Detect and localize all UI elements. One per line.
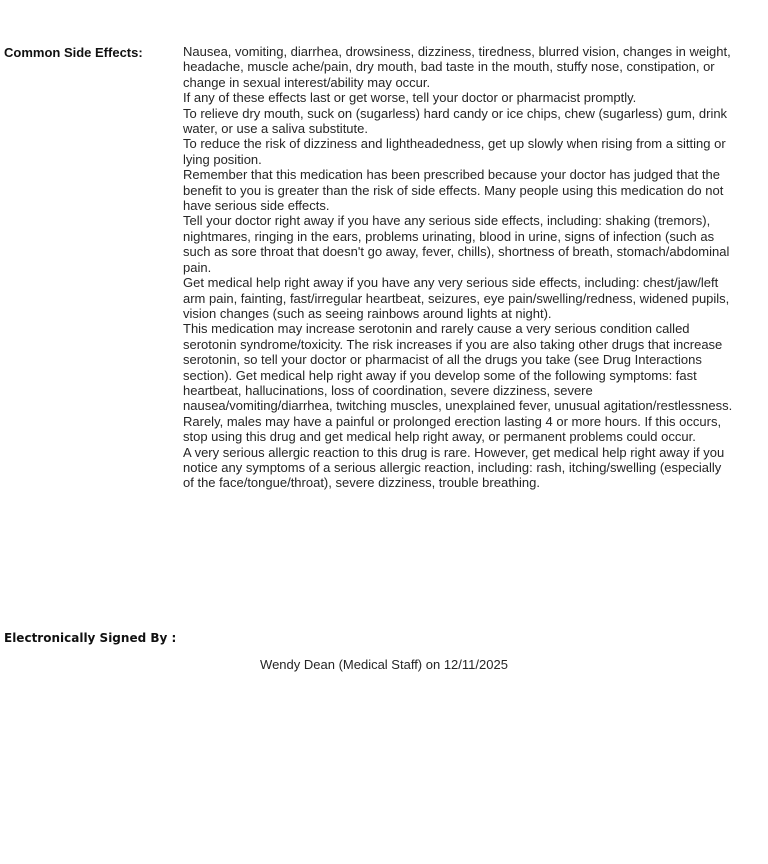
side-effects-paragraph: A very serious allergic reaction to this drug is rare. However, get medical help right away if you notice any symptoms of a serious allergic reaction, including: rash, itching/swelling (especially of the face/tongue/throat), severe dizziness, trouble breathing. (183, 444, 725, 491)
side-effects-paragraph: This medication may increase serotonin and rarely cause a very serious condition called serotonin syndrome/toxicity. The risk increases if you are also taking other drugs that increase serotonin, so tell your doctor or pharmacist of all the drugs you take (see Drug Interactions section). Get medical help right away if you develop some of the following symptoms: fast heartbeat, hallucinations, loss of coordination, severe dizziness, severe nausea/vomiting/diarrhea, twitching muscles, unexplained fever, unusual agitation/restlessness. (183, 321, 733, 414)
electronically-signed-by-label: Electronically Signed By : (4, 631, 177, 645)
side-effects-paragraph: If any of these effects last or get worse, tell your doctor or pharmacist promptly. (183, 90, 637, 106)
side-effects-paragraph: To reduce the risk of dizziness and lightheadedness, get up slowly when rising from a sitting or lying position. (183, 136, 726, 167)
common-side-effects-label: Common Side Effects: (4, 45, 143, 60)
side-effects-paragraph: Remember that this medication has been prescribed because your doctor has judged that the benefit to you is greater than the risk of side effects. Many people using this medication do not have serious side effects. (183, 167, 724, 214)
side-effects-paragraph: Nausea, vomiting, diarrhea, drowsiness, dizziness, tiredness, blurred vision, changes in weight, headache, muscle ache/pain, dry mouth, bad taste in the mouth, stuffy nose, constipation, or change in sexual interest/ability may occur. (183, 44, 731, 90)
side-effects-paragraph: Tell your doctor right away if you have any serious side effects, including: shaking (tremors), nightmares, ringing in the ears, problems urinating, blood in urine, signs of infection (such as such as sore throat that doesn't go away, fever, chills), shortness of breath, stomach/abdominal pain. (183, 213, 730, 275)
side-effects-paragraph: Get medical help right away if you have any very serious side effects, including: chest/jaw/left arm pain, fainting, fast/irregular heartbeat, seizures, eye pain/swelling/redness, widened pupils, vision changes (such as seeing rainbows around lights at night). (183, 275, 730, 321)
side-effects-paragraph: Rarely, males may have a painful or prolonged erection lasting 4 or more hours. If this occurs, stop using this drug and get medical help right away, or permanent problems could occur. (183, 413, 722, 445)
side-effects-text-block (183, 44, 735, 491)
signature-signed-by-text: Wendy Dean (Medical Staff) on 12/11/2025 (260, 657, 508, 672)
side-effects-paragraph: To relieve dry mouth, suck on (sugarless) hard candy or ice chips, chew (sugarless) gum, drink water, or use a saliva substitute. (183, 105, 728, 137)
